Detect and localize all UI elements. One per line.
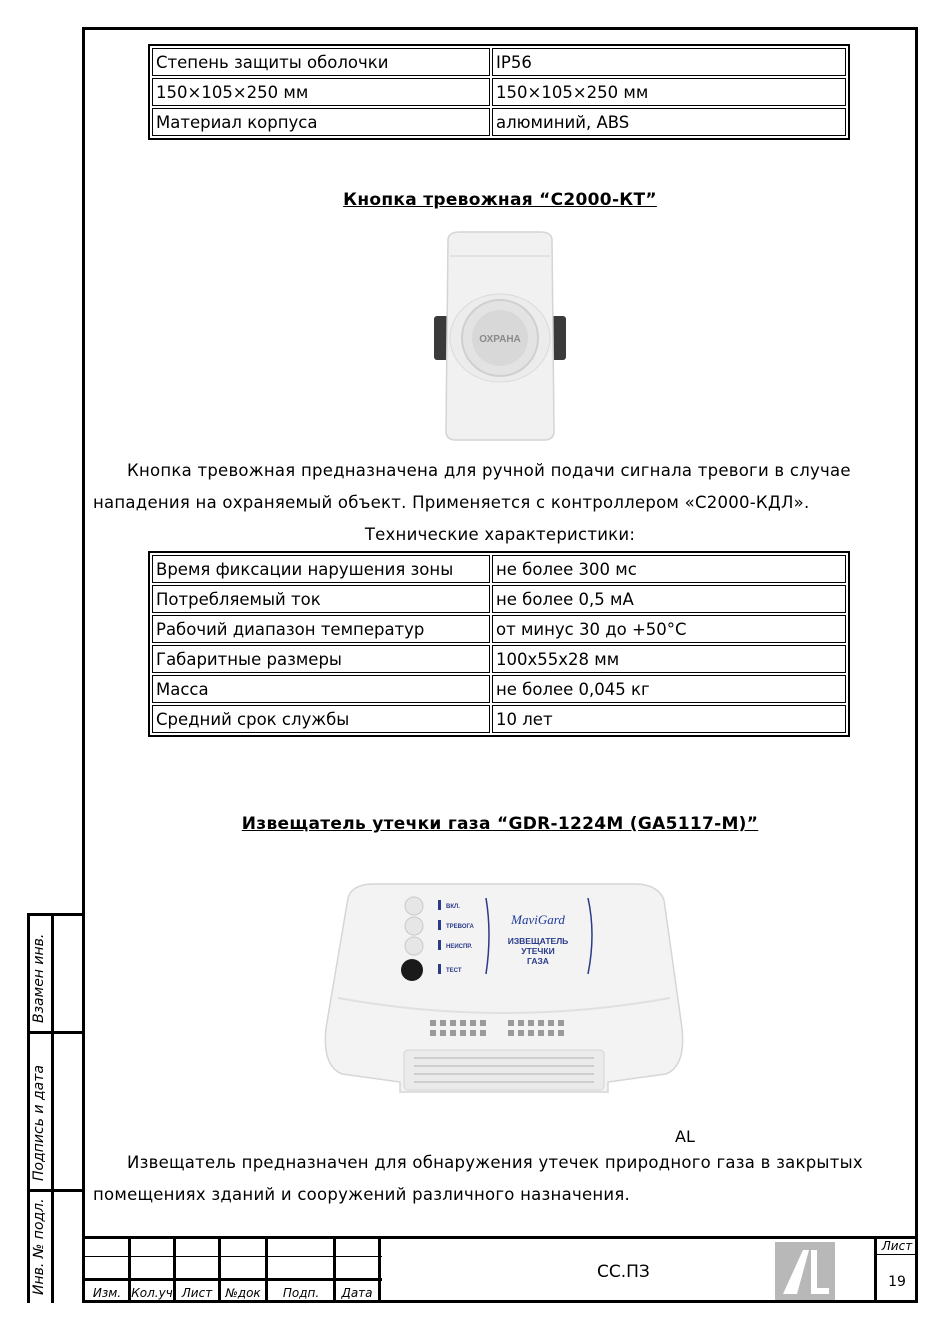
led-label: ТЕСТ	[446, 968, 462, 974]
table-cell: Масса	[152, 675, 490, 703]
table-row	[152, 645, 846, 673]
table-cell: алюминий, ABS	[492, 108, 846, 136]
section-heading-gas-detector: Извещатель утечки газа “GDR-1224M (GA5117-M)”	[241, 814, 759, 834]
sheet-label: Лист	[881, 1239, 913, 1253]
table-row	[152, 615, 846, 643]
table-cell: 10 лет	[492, 705, 846, 733]
stamp-inv: Инв. № подл.	[31, 1198, 47, 1295]
table-cell: не более 0,5 мА	[492, 585, 846, 613]
logo-text: AL	[675, 1127, 695, 1146]
tb-col-data: Дата	[341, 1286, 373, 1300]
paragraph-line: помещениях зданий и сооружений различного назначения.	[93, 1185, 631, 1204]
table-cell: Степень защиты оболочки	[152, 48, 490, 76]
paragraph-line: Извещатель предназначен для обнаружения утечек природного газа в закрытых	[127, 1153, 863, 1172]
specs-caption: Технические характеристики:	[364, 525, 636, 544]
table-row	[152, 585, 846, 613]
document-code: СС.ПЗ	[597, 1262, 650, 1282]
table-cell: не более 300 мс	[492, 555, 846, 583]
table-row	[152, 78, 846, 106]
table-cell: 100х55х28 мм	[492, 645, 846, 673]
table-row	[152, 108, 846, 136]
brand-logo: MaviGard	[511, 912, 565, 927]
tb-col-izm: Изм.	[92, 1286, 122, 1300]
table-cell: Время фиксации нарушения зоны	[152, 555, 490, 583]
sheet-number: 19	[888, 1274, 906, 1290]
side-stamp	[27, 913, 82, 1303]
gas-detector-image	[318, 878, 688, 1110]
alarm-button-image	[420, 226, 580, 446]
button-label: ОХРАНА	[479, 334, 521, 345]
table-cell: от минус 30 до +50°С	[492, 615, 846, 643]
table-cell: Материал корпуса	[152, 108, 490, 136]
table-cell: 150×105×250 мм	[152, 78, 490, 106]
tb-col-list: Лист	[181, 1286, 213, 1300]
tb-col-koluch: Кол.уч	[131, 1286, 173, 1300]
led-label: НЕИСПР.	[446, 944, 473, 950]
table-cell: Рабочий диапазон температур	[152, 615, 490, 643]
detector-label: УТЕЧКИ	[521, 946, 555, 956]
table-row	[152, 48, 846, 76]
led-label: ТРЕВОГА	[446, 924, 474, 930]
table-row	[152, 675, 846, 703]
tb-col-podp: Подп.	[282, 1286, 320, 1300]
company-logo	[675, 1127, 835, 1300]
stamp-vzamen: Взамен инв.	[31, 933, 47, 1023]
table-specifications	[148, 551, 850, 737]
table-row	[152, 705, 846, 733]
tb-col-ndok: №док	[225, 1286, 261, 1300]
table-row	[152, 555, 846, 583]
detector-label: ГАЗА	[527, 956, 549, 966]
led-label: ВКЛ.	[446, 904, 460, 910]
paragraph-line: нападения на охраняемый объект. Применяется с контроллером «С2000-КДЛ».	[93, 493, 810, 512]
table-cell: Потребляемый ток	[152, 585, 490, 613]
table-cell: IP56	[492, 48, 846, 76]
paragraph-line: Кнопка тревожная предназначена для ручной подачи сигнала тревоги в случае	[127, 461, 851, 480]
stamp-podpis: Подпись и дата	[31, 1065, 47, 1181]
table-cell: 150×105×250 мм	[492, 78, 846, 106]
table-cell: не более 0,045 кг	[492, 675, 846, 703]
table-cell: Габаритные размеры	[152, 645, 490, 673]
table-enclosure	[148, 44, 850, 140]
section-heading-alarm-button: Кнопка тревожная “С2000-КТ”	[343, 190, 657, 210]
detector-label: ИЗВЕЩАТЕЛЬ	[507, 936, 569, 946]
table-cell: Средний срок службы	[152, 705, 490, 733]
